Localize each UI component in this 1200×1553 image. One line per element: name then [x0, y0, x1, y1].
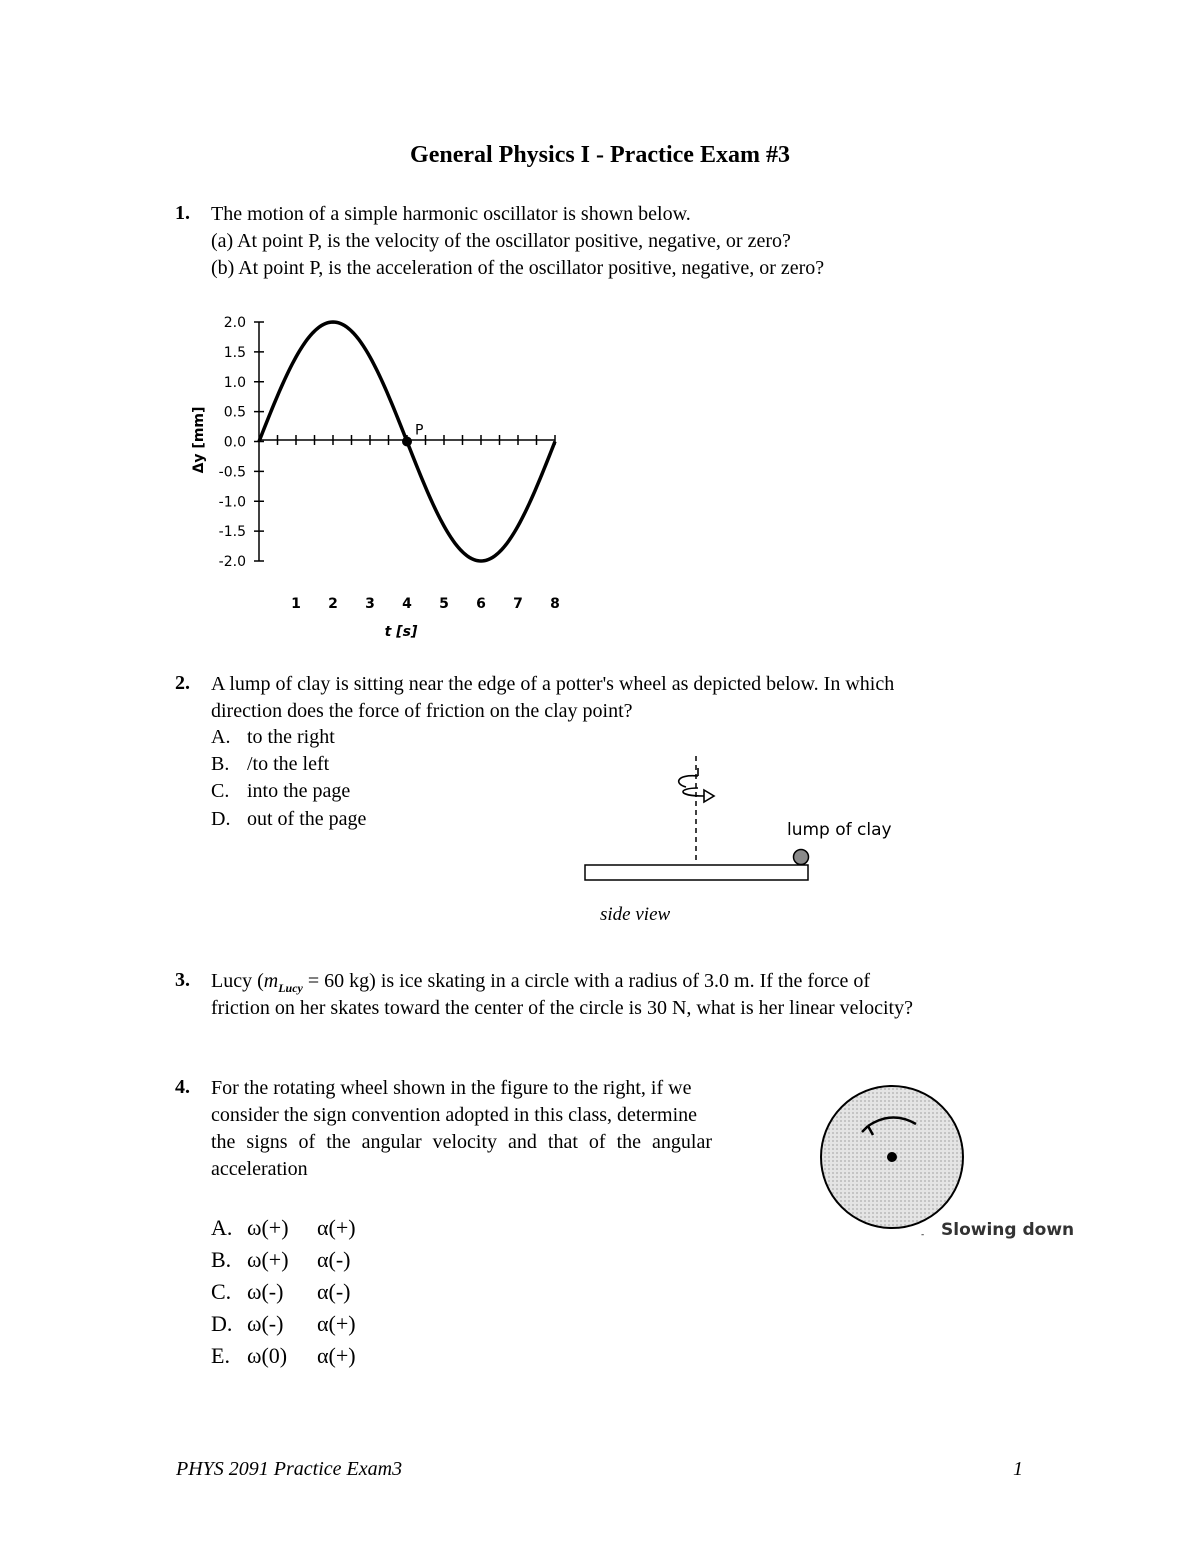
q4-option-c-letter: C. [211, 1279, 232, 1304]
question-4-number: 4. [175, 1076, 190, 1098]
chart-y-tick-label: 1.0 [223, 374, 246, 391]
question-1-line-3: (b) At point P, is the acceleration of the oscillator positive, negative, or zero? [211, 257, 825, 279]
oscillator-chart [170, 300, 590, 650]
chart-x-tick-label: 8 [550, 596, 560, 612]
q3-text-b: = 60 kg) is ice skating in a circle with a radius of 3.0 m. If the force of [302, 970, 871, 992]
footer-page-number: 1 [1013, 1458, 1023, 1480]
question-2-line-1: A lump of clay is sitting near the edge of a potter's wheel as depicted below. In which [211, 673, 895, 695]
chart-y-tick-label: -1.5 [218, 524, 246, 541]
chart-x-axis-label: t [s] [384, 624, 418, 640]
question-3-line-2: friction on her skates toward the center of the circle is 30 N, what is her linear velocity? [211, 997, 913, 1019]
question-4-text [211, 1075, 794, 1183]
q2-option-a[interactable] [211, 724, 335, 751]
question-4-line-1: For the rotating wheel shown in the figure to the right, if we [211, 1077, 692, 1099]
chart-y-axis-label: Δy [mm] [191, 406, 207, 474]
question-1-line-1: The motion of a simple harmonic oscillator is shown below. [211, 203, 691, 225]
q4-option-c-omega: ω(-) [247, 1279, 284, 1304]
footer-course: PHYS 2091 Practice Exam3 [176, 1458, 403, 1480]
q2-option-c-letter: C. [211, 780, 230, 802]
chart-y-tick-label: 2.0 [223, 315, 246, 331]
q4-option-b-letter: B. [211, 1247, 232, 1272]
chart-x-tick-label: 2 [328, 596, 338, 612]
chart-x-tick-label: 5 [439, 596, 449, 612]
chart-x-tick-label: 7 [513, 596, 523, 612]
q2-option-a-text: to the right [247, 726, 335, 748]
clay-label: lump of clay [787, 820, 892, 840]
question-2-line-2: direction does the force of friction on the clay point? [211, 700, 633, 722]
wheel-disk [585, 865, 808, 880]
question-1-line-2: (a) At point P, is the velocity of the oscillator positive, negative, or zero? [211, 230, 791, 252]
chart-point-p [402, 437, 412, 447]
chart-x-tick-label: 1 [291, 596, 301, 612]
slowing-down-label: Slowing down [941, 1220, 1075, 1240]
q4-option-b-alpha: α(-) [317, 1247, 351, 1272]
q2-option-c[interactable] [211, 778, 350, 805]
q4-option-d-alpha: α(+) [317, 1311, 356, 1336]
chart-y-ticks [219, 315, 264, 570]
q4-option-d-letter: D. [211, 1311, 233, 1336]
q2-option-b[interactable] [211, 751, 329, 778]
q4-option-e-omega: ω(0) [247, 1343, 288, 1368]
q3-mass-symbol: m [263, 970, 279, 992]
q4-option-a[interactable] [211, 1212, 356, 1244]
q4-option-a-alpha: α(+) [317, 1215, 356, 1240]
clay-lump [794, 850, 809, 865]
page-title: General Physics I - Practice Exam #3 [410, 142, 790, 168]
wheel-label-tick: - [921, 1230, 925, 1240]
q4-option-a-letter: A. [211, 1215, 233, 1240]
q3-mass-subscript: Lucy [278, 981, 303, 995]
question-4-line-3: the signs of the angular velocity and that of the angular [211, 1131, 712, 1153]
q2-option-b-text: /to the left [247, 753, 330, 775]
q4-option-b-omega: ω(+) [247, 1247, 289, 1272]
q4-option-a-omega: ω(+) [247, 1215, 289, 1240]
wheel-center-dot [887, 1152, 897, 1162]
chart-y-tick-label: 0.0 [223, 434, 246, 451]
question-2-number: 2. [175, 672, 190, 694]
q4-option-e-alpha: α(+) [317, 1343, 356, 1368]
chart-y-tick-label: -0.5 [218, 464, 246, 481]
q2-option-a-letter: A. [211, 726, 231, 748]
rotating-wheel-figure [812, 1080, 972, 1240]
q2-option-d-text: out of the page [247, 808, 367, 830]
q2-option-d[interactable] [211, 806, 366, 833]
q4-option-c-alpha: α(-) [317, 1279, 351, 1304]
q4-option-b[interactable] [211, 1244, 351, 1276]
question-3-number: 3. [175, 969, 190, 991]
q4-option-e[interactable] [211, 1340, 356, 1372]
q4-option-d-omega: ω(-) [247, 1311, 284, 1336]
chart-x-tick-label: 3 [365, 596, 375, 612]
potters-wheel-figure [580, 750, 820, 890]
q4-option-d[interactable] [211, 1308, 356, 1340]
chart-x-tick-label: 6 [476, 596, 486, 612]
q4-option-e-letter: E. [211, 1343, 230, 1368]
chart-y-tick-label: 1.5 [223, 344, 246, 361]
chart-y-tick-label: 0.5 [223, 404, 246, 421]
question-1-number: 1. [175, 202, 190, 224]
question-4-line-4: acceleration [211, 1158, 308, 1180]
chart-point-label: P [415, 422, 424, 439]
chart-y-tick-label: -2.0 [218, 554, 246, 570]
q2-option-b-letter: B. [211, 753, 230, 775]
chart-y-tick-label: -1.0 [218, 494, 246, 511]
chart-x-tick-label: 4 [402, 596, 412, 612]
side-view-caption: side view [600, 904, 671, 925]
q4-option-c[interactable] [211, 1276, 351, 1308]
question-4-line-2: consider the sign convention adopted in this class, determine [211, 1104, 697, 1126]
q2-option-d-letter: D. [211, 808, 231, 830]
q2-option-c-text: into the page [247, 780, 351, 802]
q3-text-a: Lucy ( [211, 970, 264, 992]
